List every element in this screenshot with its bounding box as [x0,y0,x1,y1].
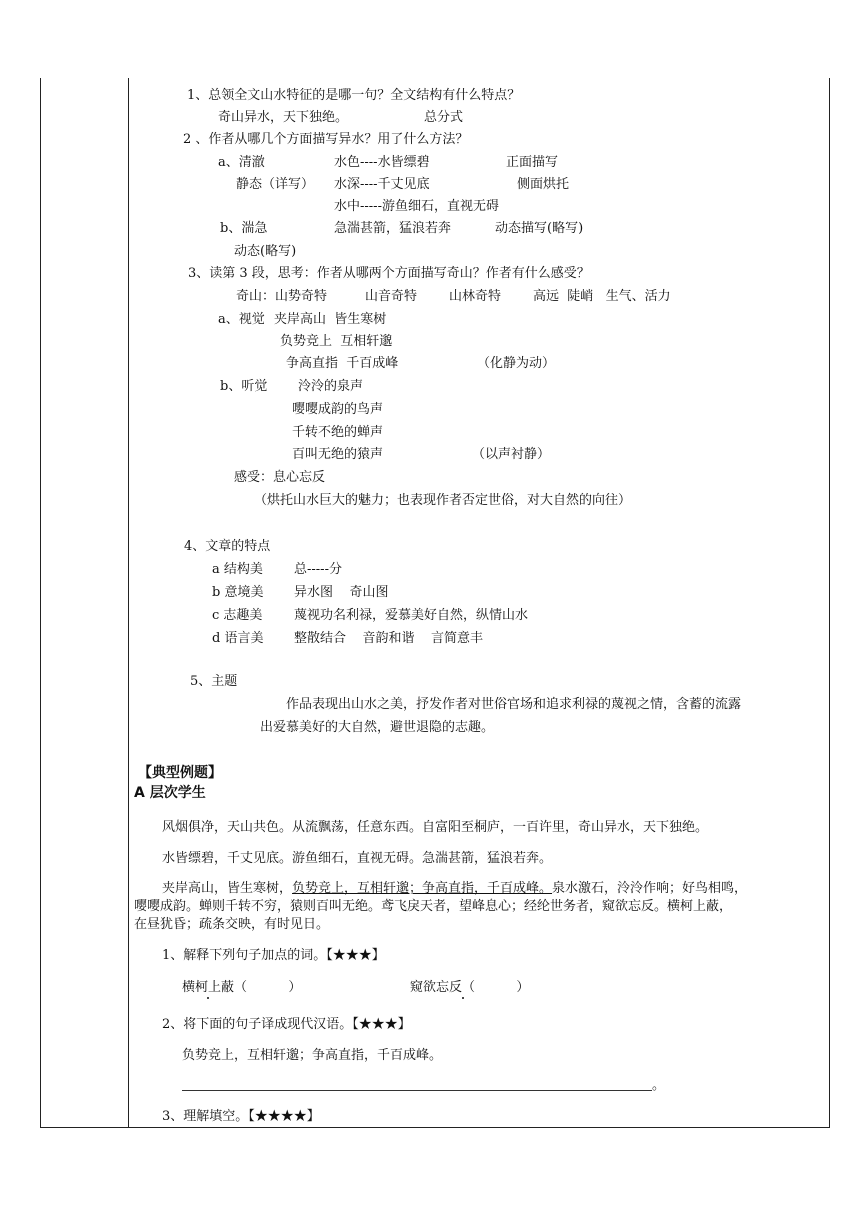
p3-underlined: 负势竞上，互相轩邈；争高直指，千百成峰。 [292,881,553,896]
question-4: 4、文章的特点 [184,539,271,554]
passage-paragraph-2: 水皆缥碧，千丈见底。游鱼细石，直视无碍。急湍甚箭，猛浪若奔。 [162,851,553,866]
q2-static: 静态（详写） [236,177,315,192]
answer-blank-end: 。 [652,1078,666,1093]
q3-b-note: （以声衬静） [472,447,551,462]
q4-d-val: 整散结合 音韵和谐 言简意丰 [294,631,484,646]
exercise-2-sentence: 负势竞上，互相轩邈；争高直指，千百成峰。 [182,1048,443,1063]
question-5: 5、主题 [190,674,238,689]
q3-a-item3: 争高直指 千百成峰 [286,356,399,371]
passage-paragraph-3-line3: 在昼犹昏；疏条交映，有时见日。 [134,917,330,932]
emphasis-dot-a [207,997,209,999]
q4-d: d 语言美 [212,631,264,646]
q3-a-item2: 负势竞上 互相轩邈 [280,334,393,349]
q3-a-note: （化静为动） [477,356,556,371]
question-1: 1、总领全文山水特征的是哪一句？全文结构有什么特点？ [187,88,521,103]
passage-paragraph-1: 风烟俱净，天山共色。从流飘荡，任意东西。自富阳至桐庐，一百许里，奇山异水，天下独绝。 [162,820,709,835]
exercise-1: 1、解释下列句子加点的词。【★★★】 [162,948,385,963]
q2-a-method1: 正面描写 [506,155,559,170]
examples-heading: 【典型例题】 [138,765,222,781]
answer-blank-line[interactable] [182,1090,652,1091]
q2-b-item: 急湍甚箭，猛浪若奔 [334,221,452,236]
q3-b-item2: 嘤嘤成韵的鸟声 [292,402,384,417]
passage-paragraph-3-line2: 嘤嘤成韵。蝉则千转不穷，猿则百叫无绝。鸢飞戾天者，望峰息心；经纶世务者，窥欲忘反。横柯上蔽， [134,899,733,914]
exercise-1-item-a: 横柯上蔽（ ） [182,980,302,995]
q5-text-line1: 作品表现出山水之美，抒发作者对世俗官场和追求利禄的蔑视之情，含蓄的流露 [286,697,742,712]
question-3: 3、读第 3 段，思考：作者从哪两个方面描写奇山？作者有什么感受？ [188,266,590,281]
q2-a-method2: 侧面烘托 [517,177,570,192]
question-2: 2 、作者从哪几个方面描写异水？用了什么方法？ [183,132,469,147]
passage-paragraph-3-line1 [162,881,747,897]
q2-b-label: b、湍急 [220,221,268,236]
exercise-1-item-b: 窥欲忘反（ ） [410,980,530,995]
q3-forest: 山林奇特 [449,289,502,304]
exercise-3: 3、理解填空。【★★★★】 [162,1109,320,1124]
q3-feeling: 感受：息心忘反 [234,470,326,485]
q1-structure: 总分式 [424,110,464,125]
q4-c-val: 蔑视功名利禄，爱慕美好自然，纵情山水 [294,608,529,623]
q2-b-method: 动态描写(略写) [495,221,584,236]
level-a-heading: A 层次学生 [134,785,206,801]
column-divider [128,78,129,1127]
q2-a-item1: 水色----水皆缥碧 [334,155,430,170]
q3-b-item3: 千转不绝的蝉声 [292,425,384,440]
q3-mountain: 奇山：山势奇特 [236,289,328,304]
emphasis-dot-b [462,997,464,999]
q3-a-item1: 夹岸高山 皆生寒树 [274,312,387,327]
q3-b-item4: 百叫无绝的猿声 [292,447,384,462]
q4-b-val: 异水图 奇山图 [294,585,389,600]
q2-a-item2: 水深----千丈见底 [334,177,430,192]
q3-traits: 高远 陡峭 生气、活力 [533,289,671,304]
p3-pre: 夹岸高山，皆生寒树， [162,881,293,896]
q4-a-val: 总-----分 [294,562,342,577]
q5-text-line2: 出爱慕美好的大自然，避世退隐的志趣。 [260,720,495,735]
q2-a-item3: 水中-----游鱼细石，直视无碍 [334,199,499,214]
q3-sound: 山音奇特 [365,289,418,304]
q2-a-label: a、清澈 [218,155,265,170]
q3-b-item1: 泠泠的泉声 [298,379,364,394]
q4-a: a 结构美 [212,562,263,577]
q1-answer: 奇山异水，天下独绝。 [218,110,349,125]
q4-b: b 意境美 [212,585,264,600]
q3-a-label: a、视觉 [218,312,265,327]
p3-post: 泉水激石，泠泠作响；好鸟相鸣， [552,881,748,896]
q3-feeling-note: （烘托山水巨大的魅力；也表现作者否定世俗，对大自然的向往） [254,493,632,508]
q2-dynamic: 动态(略写) [234,244,297,259]
q4-c: c 志趣美 [212,608,263,623]
exercise-2: 2、将下面的句子译成现代汉语。【★★★】 [162,1017,411,1032]
q3-b-label: b、听觉 [220,379,268,394]
